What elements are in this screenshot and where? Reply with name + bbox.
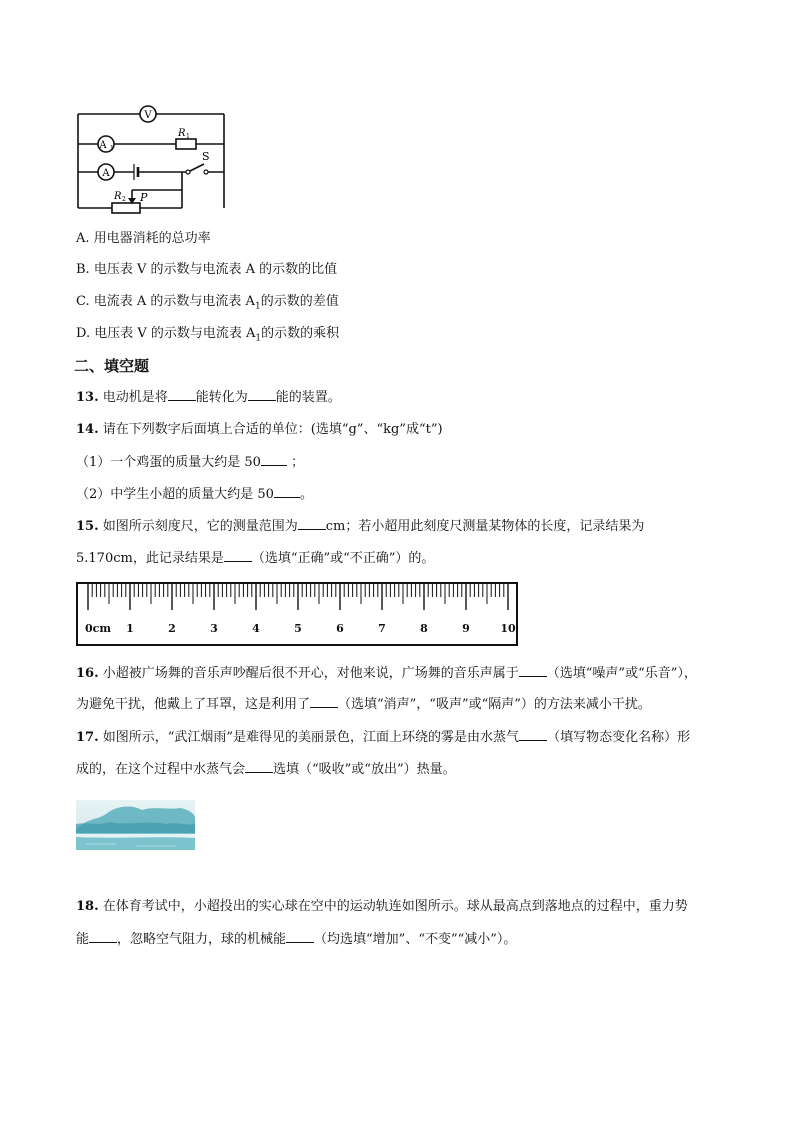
ruler-number-label: 6 [336, 622, 344, 635]
answer-blank[interactable] [298, 516, 326, 530]
question-18-line-1: 18. 在体育考试中，小超投出的实心球在空中的运动轨连如图所示。球从最高点到落地点的过程中，重力势 [76, 899, 688, 914]
question-14: 14. 请在下列数字后面填上合适的单位：(选填“g”、“kg”成“t”) [76, 422, 443, 437]
option-c: C. 电流表 A 的示数与电流表 $A_1$的示数的差值 [76, 294, 339, 312]
answer-blank[interactable] [245, 759, 273, 773]
question-15-line-1: 15. 如图所示刻度尺，它的测量范围为 cm；若小超用此刻度尺测量某物体的长度，记录结果为 [76, 516, 644, 537]
question-14-part-2: （2）中学生小超的质量大约是 50 。 [76, 484, 313, 505]
misty-river-photo [76, 800, 195, 850]
ruler-unit-label: 0cm [85, 622, 111, 635]
question-16-line-2: 为避免干扰，他戴上了耳罩，这是利用了 （选填“消声”，“吸声”或“隔声”）的方法来减小干扰。 [76, 694, 651, 715]
option-a: A. 用电器消耗的总功率 [76, 231, 211, 246]
slider-label: P [140, 191, 148, 204]
r1-label: R [178, 128, 186, 139]
question-13: 13. 电动机是将 能转化为 能的装置。 [76, 387, 341, 408]
question-17-line-1: 17. 如图所示，“武江烟雨”是难得见的美丽景色，江面上环绕的雾是由水蒸气 （填写物态变化名称）形 [76, 727, 690, 748]
ruler-number-label: 1 [126, 622, 134, 635]
r1-sub: 1 [186, 133, 190, 140]
r2-label: R [114, 191, 122, 202]
ruler-number-label: 3 [210, 622, 218, 635]
question-18-line-2: 能 ，忽略空气阻力，球的机械能 （均选填“增加”、“不变”“减小”）。 [76, 929, 516, 950]
switch-label: S [202, 150, 210, 163]
ammeter-a1-sub: 1 [110, 145, 114, 152]
question-17-line-2: 成的，在这个过程中水蒸气会 选填（“吸收”或“放出”）热量。 [76, 759, 456, 780]
question-14-part-1: （1）一个鸡蛋的质量大约是 50 ； [76, 452, 304, 473]
answer-blank[interactable] [286, 929, 314, 943]
answer-blank[interactable] [519, 663, 547, 677]
answer-blank[interactable] [89, 929, 117, 943]
ruler-number-label: 5 [294, 622, 302, 635]
question-15-line-2: 5.170cm，此记录结果是 （选填“正确”或“不正确”）的。 [76, 548, 434, 569]
answer-blank[interactable] [224, 548, 252, 562]
ammeter-a-label: A [102, 168, 110, 179]
answer-blank[interactable] [261, 452, 287, 466]
ruler-number-label: 10 [500, 622, 516, 635]
answer-blank[interactable] [310, 694, 338, 708]
ammeter-a1-label: A [99, 140, 107, 151]
ruler-figure [76, 582, 518, 646]
circuit-diagram [72, 98, 232, 214]
question-16-line-1: 16. 小超被广场舞的音乐声吵醒后很不开心，对他来说，广场舞的音乐声属于 （选填“噪声”或“乐音”）， [76, 663, 697, 684]
option-b: B. 电压表 V 的示数与电流表 A 的示数的比值 [76, 262, 338, 277]
option-d: D. 电压表 V 的示数与电流表 $A_1$的示数的乘积 [76, 326, 340, 344]
answer-blank[interactable] [274, 484, 300, 498]
voltmeter-label: V [144, 110, 152, 121]
ruler-number-label: 9 [462, 622, 470, 635]
section-title: 二、填空题 [74, 357, 150, 375]
ruler-number-label: 2 [168, 622, 176, 635]
answer-blank[interactable] [168, 387, 196, 401]
ruler-number-label: 8 [420, 622, 428, 635]
answer-blank[interactable] [248, 387, 276, 401]
r2-sub: 2 [122, 196, 126, 203]
ruler-number-label: 7 [378, 622, 386, 635]
ruler-number-label: 4 [252, 622, 260, 635]
answer-blank[interactable] [519, 727, 547, 741]
